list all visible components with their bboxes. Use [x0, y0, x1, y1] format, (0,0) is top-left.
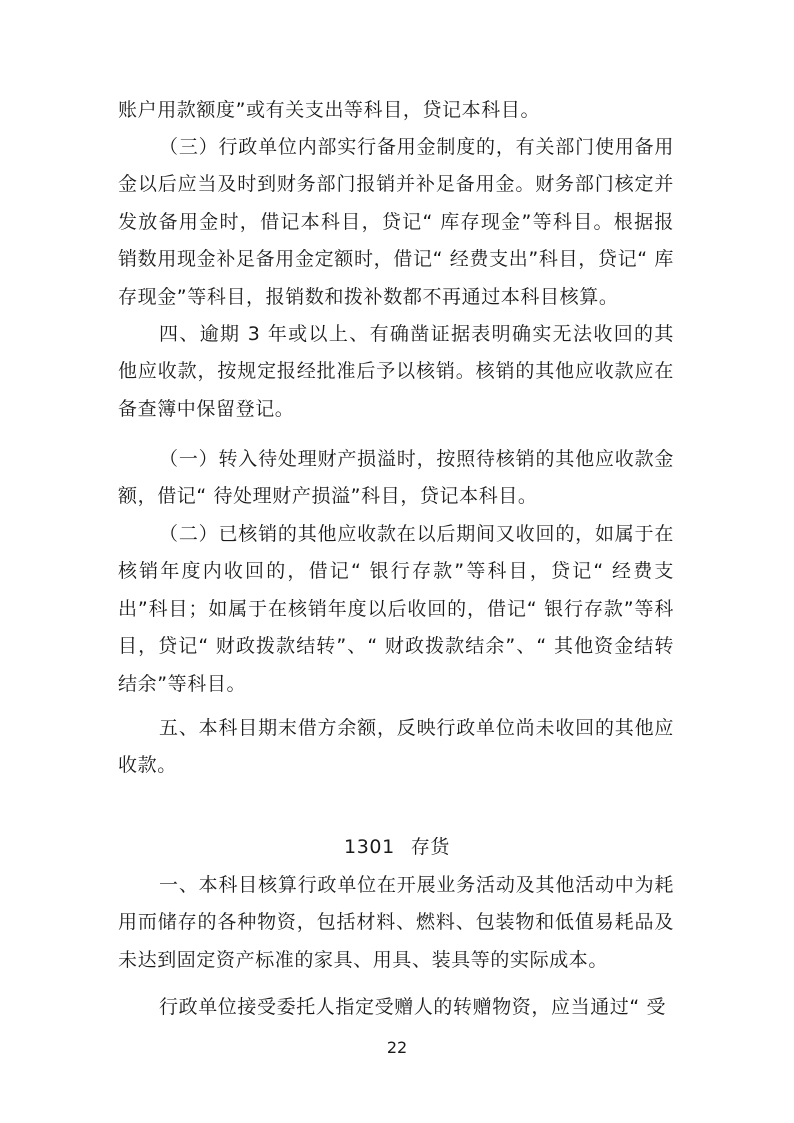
page-number: 22 — [386, 1038, 408, 1057]
paragraph-continuation: 账户用款额度”或有关支出等科目，贷记本科目。 — [118, 99, 541, 121]
paragraph-write-off-recovery: （二）已核销的其他应收款在以后期间又收回的，如属于在核销年度内收回的，借记“ 银行存款”等科目，贷记“ 经费支出”科目；如属于在核销年度以后收回的，借记“ 银行存款”等科目，贷记“ 财政拨款结转”、“ 财政拨款结余”、“ 其他资金结转结余”等科目。 — [118, 523, 674, 695]
paragraph-petty-cash: （三）行政单位内部实行备用金制度的，有关部门使用备用金以后应当及时到财务部门报销并补足备用金。财务部门核定并发放备用金时，借记本科目，贷记“ 库存现金”等科目。根据报销数用现金补足备用金定额时，借记“ 经费支出”科目，贷记“ 库存现金”等科目，报销数和拨补数都不再通过本科目核算。 — [118, 136, 674, 308]
section-heading — [0, 829, 794, 866]
paragraph-donated-goods: 行政单位接受委托人指定受赠人的转赠物资，应当通过“ 受 — [159, 996, 667, 1018]
paragraph-write-off-transfer: （一）转入待处理财产损溢时，按照待核销的其他应收款金额，借记“ 待处理财产损溢”科目，贷记本科目。 — [118, 448, 674, 508]
section-title: 存货 — [410, 836, 450, 858]
paragraph-ending-balance: 五、本科目期末借方余额，反映行政单位尚未收回的其他应收款。 — [118, 717, 674, 777]
paragraph-write-off: 四、逾期 3 年或以上、有确凿证据表明确实无法收回的其他应收款，按规定报经批准后予以核销。核销的其他应收款应在备查簿中保留登记。 — [118, 323, 674, 420]
paragraph-inventory-scope: 一、本科目核算行政单位在开展业务活动及其他活动中为耗用而储存的各种物资，包括材料、燃料、包装物和低值易耗品及未达到固定资产标准的家具、用具、装具等的实际成本。 — [118, 874, 674, 971]
section-code: 1301 — [344, 836, 395, 858]
